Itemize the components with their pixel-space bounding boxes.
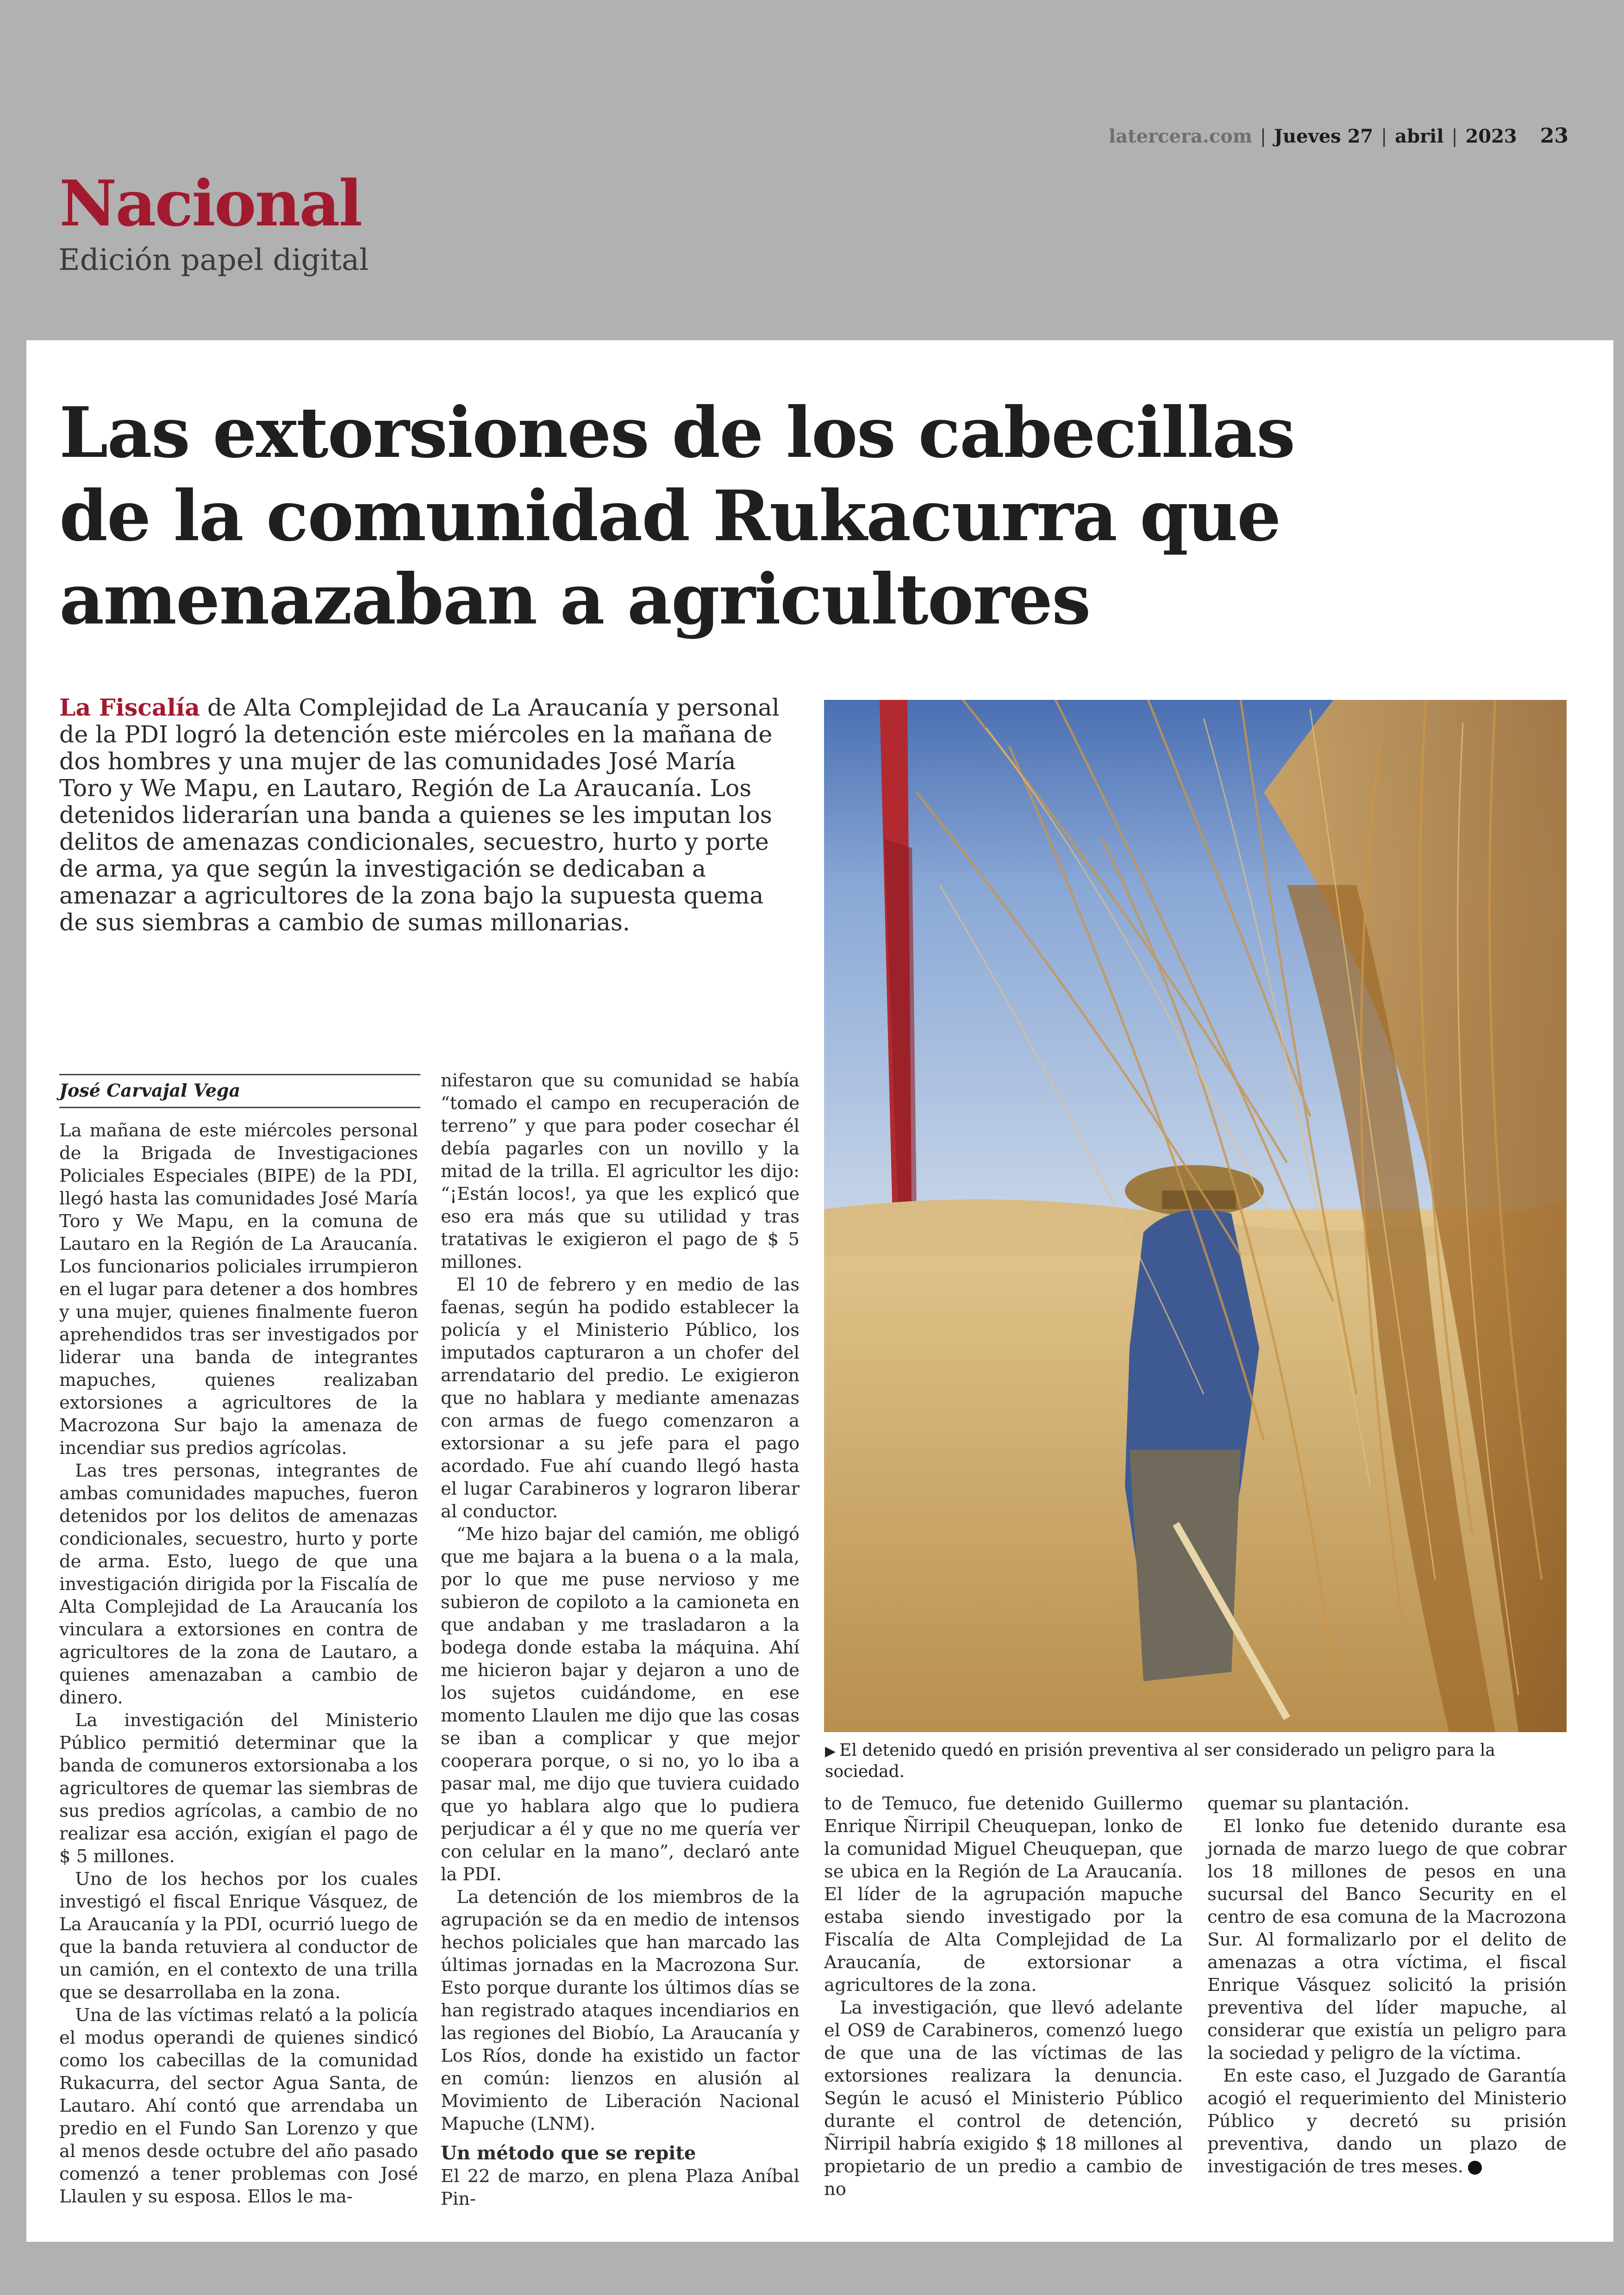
- site-name[interactable]: latercera.com: [1108, 125, 1253, 147]
- paragraph: La investigación, que llevó adelante el OS9 de Carabineros, comenzó luego de que una de las víctimas de las extorsiones realizara la denuncia. Según le acusó el Ministerio Público durante el control de detención, Ñirripil habría exigido $ 18 millones al propietario de un predio a cambio de no: [824, 1997, 1183, 2200]
- paragraph: to de Temuco, fue detenido Guillermo Enrique Ñirripil Cheuquepan, lonko de la comunidad Miguel Cheuquepan, que se ubica en la Región de La Araucanía. El líder de la agrupación mapuche estaba siendo investigado por la Fiscalía de Alta Complejidad de La Araucanía, de extorsionar a agricultores de la zona.: [824, 1793, 1183, 1996]
- paragraph: El lonko fue detenido durante esa jornada de marzo luego de que cobrar los 18 millones de pesos en una sucursal del Banco Security en el centro de esa comuna de la Macrozona Sur. Al formalizarlo por el delito de amenazas a otra víctima, el fiscal Enrique Vásquez solicitó la prisión preventiva del líder mapuche, al considerar que existía un peligro para la sociedad y peligro de la víctima.: [1207, 1816, 1567, 2064]
- paragraph-last: [1207, 2064, 1567, 2178]
- text-column-3: [824, 1792, 1183, 2201]
- paragraph: La investigación del Ministerio Público permitió determinar que la banda de comuneros extorsionaba a los agricultores de quemar las siembras de sus predios agrícolas, a cambio de no realizar esa acción, exigían el pago de $ 5 millones.: [59, 1710, 418, 1867]
- issue-day: Jueves 27: [1274, 125, 1374, 147]
- masthead: [1109, 124, 1568, 148]
- lead-kicker: La Fiscalía: [59, 694, 200, 721]
- paragraph: quemar su plantación.: [1207, 1793, 1410, 1814]
- subheading: Un método que se repite: [441, 2142, 696, 2164]
- page-number: 23: [1540, 124, 1568, 148]
- end-of-article-icon: [1468, 2161, 1482, 2175]
- paragraph: “Me hizo bajar del camión, me obligó que me bajara a la buena o a la mala, por lo que me puse nervioso y me subieron de copiloto a la camioneta en que andaban y me trasladaron a la bodega donde estaba la máquina. Ahí me hicieron bajar y dejaron a uno de los sujetos cuidándome, en ese momento Llaulen me dijo que las cosas se iban a complicar y que mejor cooperara porque, o si no, yo lo iba a pasar mal, me dijo que tuviera cuidado que yo hablara algo que lo pudiera perjudicar a él y que no me quería ver con celular en la mano”, declaró ante la PDI.: [441, 1524, 800, 1885]
- byline: José Carvajal Vega: [59, 1074, 420, 1108]
- article-lead: [59, 694, 791, 936]
- wheat-harvest-photo: [824, 700, 1567, 1732]
- text-column-1: [59, 1119, 418, 2208]
- caption-text: El detenido quedó en prisión preventiva al ser considerado un peligro para la sociedad.: [825, 1741, 1495, 1781]
- issue-month: abril: [1395, 125, 1444, 147]
- paragraph: Una de las víctimas relató a la policía el modus operandi de quienes sindicó como los cabecillas de la comunidad Rukacurra, del sector Agua Santa, de Lautaro. Ahí contó que arrendaba un predio en el Fundo San Lorenzo y que al menos desde octubre del año pasado comenzó a tener problemas con José Llaulen y su esposa. Ellos le ma-: [59, 2005, 418, 2207]
- separator: |: [1375, 126, 1393, 147]
- section-title: Nacional: [59, 167, 362, 241]
- issue-year: 2023: [1465, 125, 1517, 147]
- text-column-2: [441, 1069, 800, 2210]
- paragraph: nifestaron que su comunidad se había “tomado el campo en recuperación de terreno” y que para poder cosechar él debía pagarles con un novillo y la mitad de la trilla. El agricultor les dijo: “¡Están locos!, ya que les explicó que eso era más que su utilidad y tras tratativas le exigieron el pago de $ 5 millones.: [441, 1070, 800, 1272]
- separator: |: [1254, 126, 1272, 147]
- page-header: [0, 0, 1624, 340]
- text-column-4: [1207, 1792, 1567, 2178]
- lead-text: de Alta Complejidad de La Araucanía y personal de la PDI logró la detención este miércoles en la mañana de dos hombres y una mujer de las comunidades José María Toro y We Mapu, en Lautaro, Región de La Araucanía. Los detenidos liderarían una banda a quienes se les imputan los delitos de amenazas condicionales, secuestro, hurto y porte de arma, ya que según la investigación se dedicaban a amenazar a agricultores de la zona bajo la supuesta quema de sus siembras a cambio de sumas millonarias.: [59, 694, 780, 936]
- paragraph: El 22 de marzo, en plena Plaza Aníbal Pin-: [441, 2166, 800, 2209]
- caption-triangle-icon: ▶: [825, 1743, 836, 1759]
- photo-caption: [825, 1740, 1570, 1782]
- paragraph: El 10 de febrero y en medio de las faenas, según ha podido establecer la policía y el Ministerio Público, los imputados capturaron a un chofer del arrendatario del predio. Le exigieron que no hablara y mediante amenazas con armas de fuego comenzaron a extorsionar a su jefe para el pago acordado. Fue ahí cuando llegó hasta el lugar Carabineros y lograron liberar al conductor.: [441, 1274, 800, 1522]
- separator: |: [1445, 126, 1464, 147]
- article-photo: [824, 700, 1567, 1732]
- paragraph: La detención de los miembros de la agrupación se da en medio de intensos hechos policiales que han marcado las últimas jornadas en la Macrozona Sur. Esto porque durante los últimos días se han registrado ataques incendiarios en las regiones del Biobío, La Araucanía y Los Ríos, donde ha existido un factor en común: lienzos en alusión al Movimiento de Liberación Nacional Mapuche (LNM).: [441, 1887, 800, 2134]
- paragraph: La mañana de este miércoles personal de la Brigada de Investigaciones Policiales Especiales (BIPE) de la PDI, llegó hasta las comunidades José María Toro y We Mapu, en la comuna de Lautaro en la Región de La Araucanía. Los funcionarios policiales irrumpieron en el lugar para detener a dos hombres y una mujer, quienes finalmente fueron aprehendidos tras ser investigados por liderar una banda de integrantes mapuches, quienes realizaban extorsiones a agricultores de la Macrozona Sur bajo la amenaza de incendiar sus predios agrícolas.: [59, 1120, 418, 1459]
- paragraph-text: En este caso, el Juzgado de Garantía acogió el requerimiento del Ministerio Público y decretó su prisión preventiva, dando un plazo de investigación de tres meses.: [1207, 2065, 1567, 2177]
- paragraph: Uno de los hechos por los cuales investigó el fiscal Enrique Vásquez, de La Araucanía y la PDI, ocurrió luego de que la banda retuviera al conductor de un camión, en el contexto de una trilla que se desarrollaba en la zona.: [59, 1869, 418, 2003]
- section-subtitle: Edición papel digital: [58, 243, 369, 277]
- paragraph: Las tres personas, integrantes de ambas comunidades mapuches, fueron detenidos por los delitos de amenazas condicionales, secuestro, hurto y porte de arma. Esto, luego de que una investigación dirigida por la Fiscalía de Alta Complejidad de La Araucanía los vinculara a extorsiones en contra de agricultores de la zona de Lautaro, a quienes amenazaban a cambio de dinero.: [59, 1460, 418, 1708]
- article-headline: Las extorsiones de los cabecillas de la comunidad Rukacurra que amenazaban a agricultores: [59, 392, 1295, 640]
